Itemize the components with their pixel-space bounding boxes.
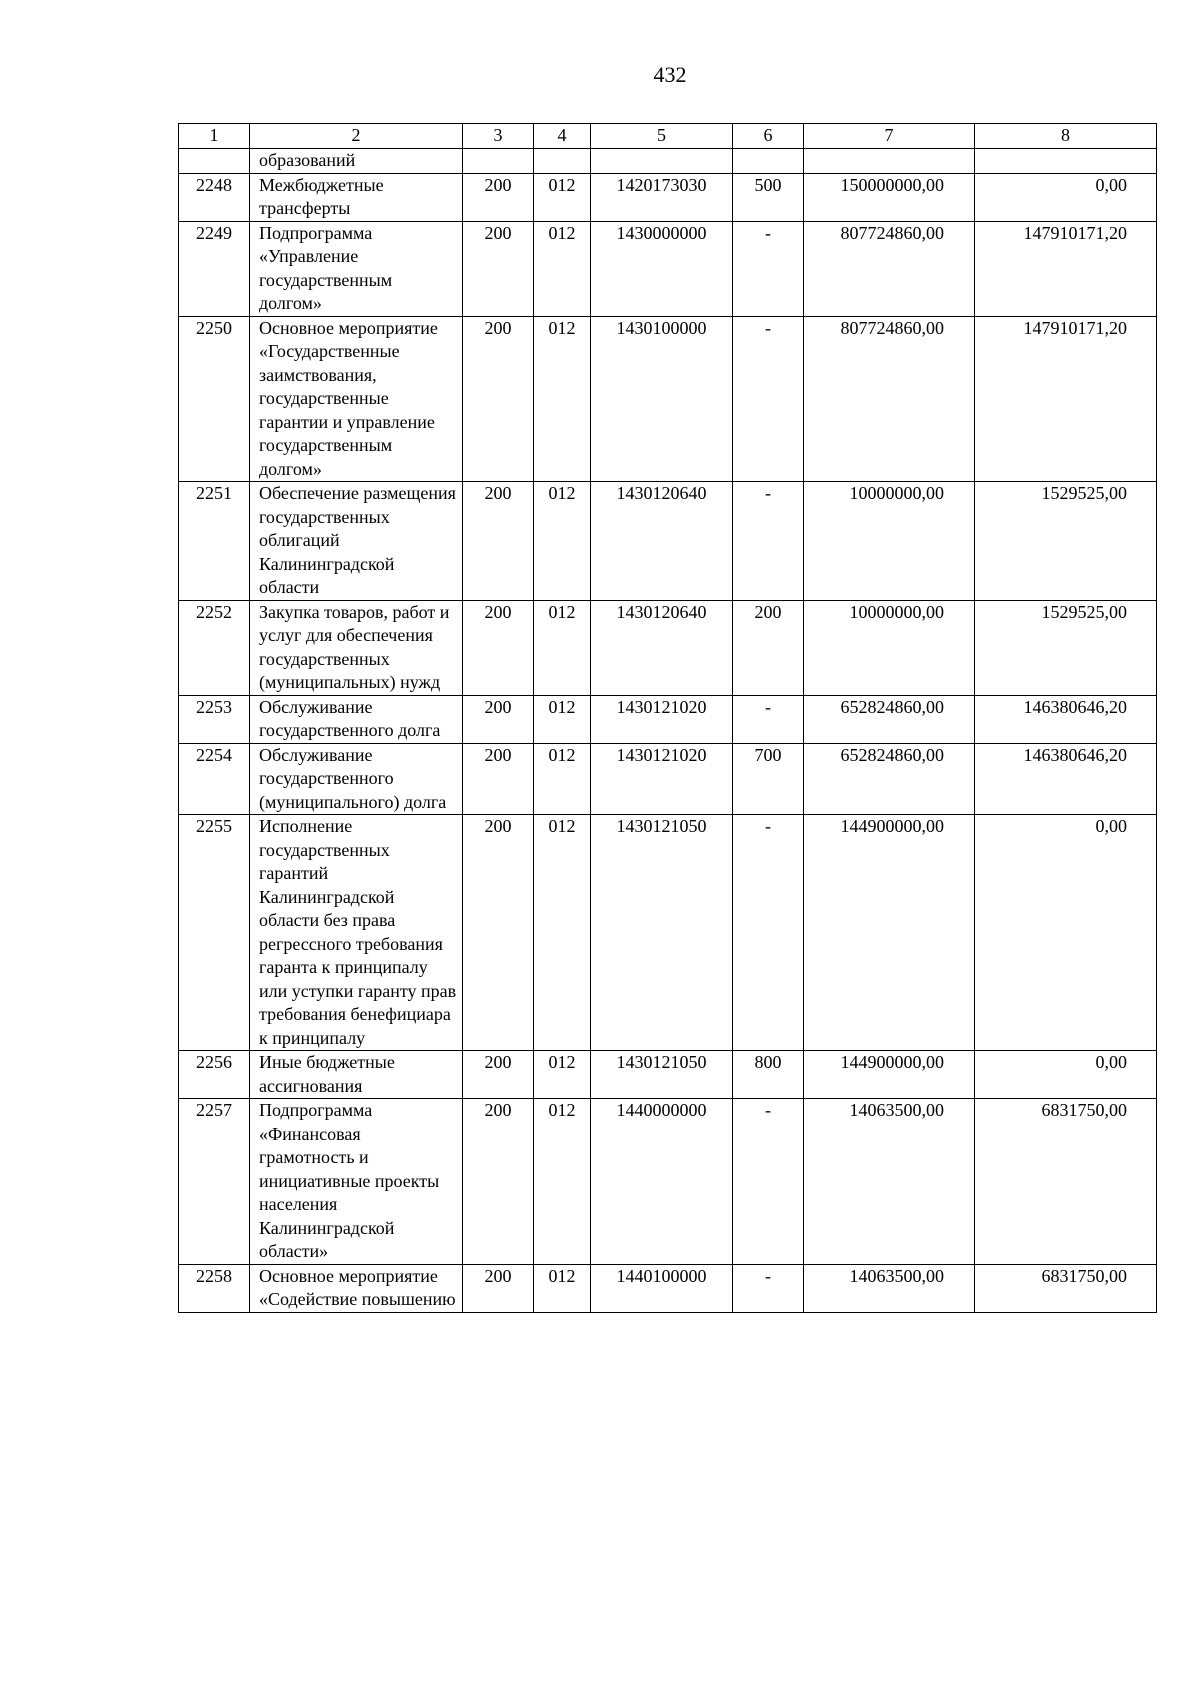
col-6: - [733, 221, 804, 316]
item-name: Обеспечение размещения государственных облигаций Калининградской области [250, 482, 463, 601]
item-name: Подпрограмма «Управление государственным долгом» [250, 221, 463, 316]
row-number: 2257 [179, 1099, 250, 1265]
header-cell: 7 [804, 124, 975, 149]
item-name: Подпрограмма «Финансовая грамотность и инициативные проекты населения Калининградской области» [250, 1099, 463, 1265]
header-cell: 5 [591, 124, 733, 149]
col-8: 146380646,20 [975, 743, 1157, 815]
col-4: 012 [534, 482, 591, 601]
col-6: - [733, 1099, 804, 1265]
col-7: 144900000,00 [804, 815, 975, 1051]
table-row [179, 743, 1157, 815]
col-4: 012 [534, 600, 591, 695]
budget-table [178, 123, 1157, 1313]
col-7: 652824860,00 [804, 743, 975, 815]
col-4: 012 [534, 1099, 591, 1265]
row-number: 2250 [179, 316, 250, 482]
row-number: 2248 [179, 173, 250, 221]
col-4: 012 [534, 743, 591, 815]
col-4: 012 [534, 695, 591, 743]
col-6: - [733, 815, 804, 1051]
col-7: 144900000,00 [804, 1051, 975, 1099]
col-8: 1529525,00 [975, 482, 1157, 601]
table-row [179, 1099, 1157, 1265]
item-name: Исполнение государственных гарантий Калининградской области без права регрессного требования гаранта к принципалу или уступки гаранту прав требования бенефициара к принципалу [250, 815, 463, 1051]
col-3: 200 [463, 482, 534, 601]
table-row [179, 482, 1157, 601]
table-row [179, 316, 1157, 482]
table-row [179, 695, 1157, 743]
col-7: 652824860,00 [804, 695, 975, 743]
row-number: 2252 [179, 600, 250, 695]
col-4: 012 [534, 221, 591, 316]
col-3: 200 [463, 743, 534, 815]
row-number: 2254 [179, 743, 250, 815]
col-4: 012 [534, 815, 591, 1051]
col-6: 500 [733, 173, 804, 221]
header-cell: 6 [733, 124, 804, 149]
col-5: 1430121050 [591, 815, 733, 1051]
col-7: 807724860,00 [804, 316, 975, 482]
row-number: 2251 [179, 482, 250, 601]
row-number: 2253 [179, 695, 250, 743]
col-3: 200 [463, 173, 534, 221]
col-4: 012 [534, 173, 591, 221]
page-number: 432 [653, 62, 687, 87]
col-4: 012 [534, 316, 591, 482]
col-6: - [733, 316, 804, 482]
col-3: 200 [463, 815, 534, 1051]
col-4: 012 [534, 1051, 591, 1099]
item-name: Обслуживание государственного (муниципального) долга [250, 743, 463, 815]
col-5: 1440000000 [591, 1099, 733, 1265]
col-7: 807724860,00 [804, 221, 975, 316]
col-7: 14063500,00 [804, 1099, 975, 1265]
col-7: 10000000,00 [804, 600, 975, 695]
header-row [179, 124, 1157, 149]
col-7: 14063500,00 [804, 1264, 975, 1312]
col-3: 200 [463, 695, 534, 743]
col-3: 200 [463, 316, 534, 482]
item-name: Основное мероприятие «Государственные заимствования, государственные гарантии и управление государственным долгом» [250, 316, 463, 482]
col-8: 147910171,20 [975, 316, 1157, 482]
table-row [179, 600, 1157, 695]
table-row [179, 815, 1157, 1051]
item-name: Обслуживание государственного долга [250, 695, 463, 743]
col-5: 1430120640 [591, 600, 733, 695]
col-8: 0,00 [975, 815, 1157, 1051]
col-8: 146380646,20 [975, 695, 1157, 743]
col-5: 1430121050 [591, 1051, 733, 1099]
row-number: 2258 [179, 1264, 250, 1312]
col-5: 1430121020 [591, 695, 733, 743]
col-3: 200 [463, 1051, 534, 1099]
col-8: 6831750,00 [975, 1099, 1157, 1265]
table-row [179, 173, 1157, 221]
item-name: Межбюджетные трансферты [250, 173, 463, 221]
col-7: 150000000,00 [804, 173, 975, 221]
col-5: 1430120640 [591, 482, 733, 601]
continuation-text: образований [250, 149, 463, 174]
col-6: 800 [733, 1051, 804, 1099]
col-5: 1420173030 [591, 173, 733, 221]
col-6: - [733, 482, 804, 601]
row-number: 2256 [179, 1051, 250, 1099]
header-cell: 4 [534, 124, 591, 149]
header-cell: 3 [463, 124, 534, 149]
col-3: 200 [463, 1099, 534, 1265]
col-6: - [733, 695, 804, 743]
table-row [179, 1264, 1157, 1312]
header-cell: 8 [975, 124, 1157, 149]
item-name: Иные бюджетные ассигнования [250, 1051, 463, 1099]
row-number: 2249 [179, 221, 250, 316]
col-8: 6831750,00 [975, 1264, 1157, 1312]
header-cell: 2 [250, 124, 463, 149]
col-5: 1430121020 [591, 743, 733, 815]
col-8: 1529525,00 [975, 600, 1157, 695]
row-number: 2255 [179, 815, 250, 1051]
col-4: 012 [534, 1264, 591, 1312]
col-6: 200 [733, 600, 804, 695]
col-5: 1430000000 [591, 221, 733, 316]
item-name: Закупка товаров, работ и услуг для обеспечения государственных (муниципальных) нужд [250, 600, 463, 695]
col-6: - [733, 1264, 804, 1312]
col-8: 0,00 [975, 173, 1157, 221]
col-5: 1430100000 [591, 316, 733, 482]
header-cell: 1 [179, 124, 250, 149]
col-5: 1440100000 [591, 1264, 733, 1312]
col-7: 10000000,00 [804, 482, 975, 601]
table-row [179, 221, 1157, 316]
col-8: 0,00 [975, 1051, 1157, 1099]
continuation-row [179, 149, 1157, 174]
col-3: 200 [463, 221, 534, 316]
item-name: Основное мероприятие «Содействие повышению [250, 1264, 463, 1312]
col-8: 147910171,20 [975, 221, 1157, 316]
col-3: 200 [463, 1264, 534, 1312]
col-3: 200 [463, 600, 534, 695]
table-row [179, 1051, 1157, 1099]
col-6: 700 [733, 743, 804, 815]
